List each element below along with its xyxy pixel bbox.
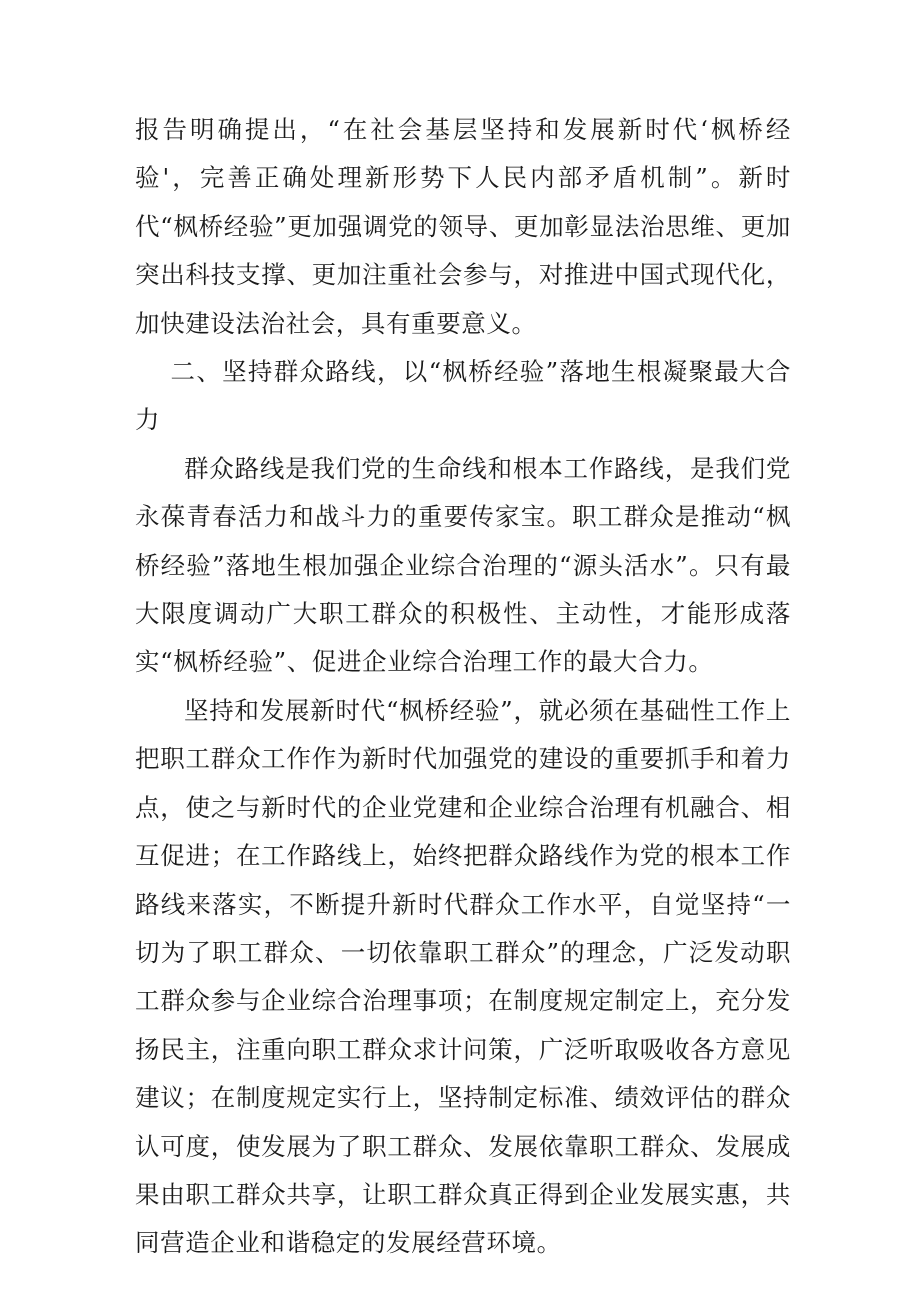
section-heading: 二、坚持群众路线，以“枫桥经验”落地生根凝聚最大合力 xyxy=(135,357,791,435)
paragraph-continuation: 报告明确提出，“在社会基层坚持和发展新时代‘枫桥经验'，完善正确处理新形势下人民内部矛盾机制”。新时代“枫桥经验”更加强调党的领导、更加彰显法治思维、更加突出科技支撑、更加注重社会参与，对推进中国式现代化，加快建设法治社会，具有重要意义。 xyxy=(135,115,791,338)
document-body xyxy=(135,106,791,1268)
paragraph-mass-line: 群众路线是我们党的生命线和根本工作路线，是我们党永葆青春活力和战斗力的重要传家宝。职工群众是推动“枫桥经验”落地生根加强企业综合治理的“源头活水”。只有最大限度调动广大职工群众的积极性、主动性，才能形成落实“枫桥经验”、促进企业综合治理工作的最大合力。 xyxy=(135,453,791,677)
paragraph-fengqiao-practice: 坚持和发展新时代“枫桥经验”，就必须在基础性工作上把职工群众工作作为新时代加强党的建设的重要抓手和着力点，使之与新时代的企业党建和企业综合治理有机融合、相互促进；在工作路线上，始终把群众路线作为党的根本工作路线来落实，不断提升新时代群众工作水平，自觉坚持“一切为了职工群众、一切依靠职工群众”的理念，广泛发动职工群众参与企业综合治理事项；在制度规定制定上，充分发扬民主，注重向职工群众求计问策，广泛听取吸收各方意见建议；在制度规定实行上，坚持制定标准、绩效评估的群众认可度，使发展为了职工群众、发展依靠职工群众、发展成果由职工群众共享，让职工群众真正得到企业发展实惠，共同营造企业和谐稳定的发展经营环境。 xyxy=(135,695,791,1258)
